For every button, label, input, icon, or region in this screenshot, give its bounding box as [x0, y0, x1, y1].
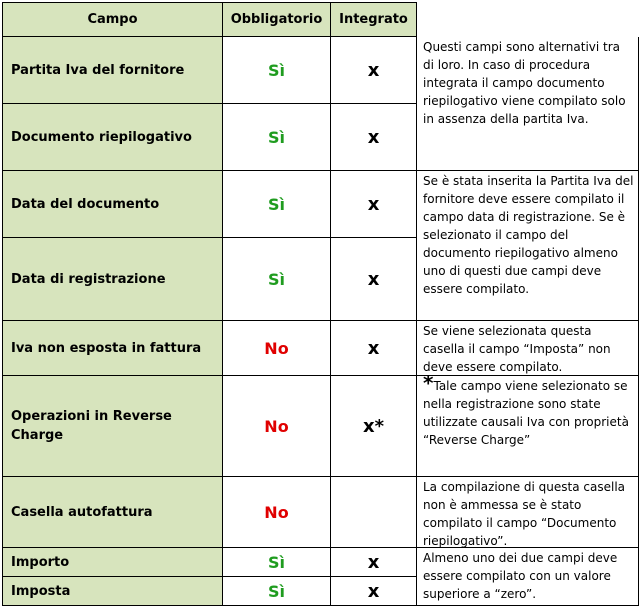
- note-importo-imposta: Almeno uno dei due campi deve essere compilato con un valore superiore a “zero”.: [417, 548, 639, 606]
- note-date: Se è stata inserita la Partita Iva del fornitore deve essere compilato il campo data di registrazione. Se è selezionato il campo del documento riepilogativo almeno uno di questi due campi deve essere compilato.: [417, 171, 639, 321]
- field-partita-iva: Partita Iva del fornitore: [2, 37, 223, 104]
- obbligatorio-iva-non-esposta: No: [223, 321, 331, 376]
- integrato-importo: x: [331, 548, 417, 577]
- obbligatorio-imposta: Sì: [223, 577, 331, 606]
- note-reverse-charge-text: Tale campo viene selezionato se nella registrazione sono state utilizzate causali Iva con proprietà “Reverse Charge”: [423, 379, 629, 447]
- note-autofattura: La compilazione di questa casella non è ammessa se è stato compilato il campo “Documento riepilogativo”.: [417, 477, 639, 548]
- integrato-iva-non-esposta: x: [331, 321, 417, 376]
- field-documento-riepilogativo: Documento riepilogativo: [2, 104, 223, 171]
- header-notes-blank: [417, 2, 639, 37]
- obbligatorio-data-documento: Sì: [223, 171, 331, 238]
- field-imposta: Imposta: [2, 577, 223, 606]
- obbligatorio-reverse-charge: No: [223, 376, 331, 477]
- integrato-casella-autofattura: [331, 477, 417, 548]
- integrato-data-registrazione: x: [331, 238, 417, 321]
- integrato-reverse-charge: x*: [331, 376, 417, 477]
- integrato-data-documento: x: [331, 171, 417, 238]
- obbligatorio-documento-riepilogativo: Sì: [223, 104, 331, 171]
- field-data-registrazione: Data di registrazione: [2, 238, 223, 321]
- integrato-partita-iva: x: [331, 37, 417, 104]
- integrato-imposta: x: [331, 577, 417, 606]
- integrato-documento-riepilogativo: x: [331, 104, 417, 171]
- obbligatorio-casella-autofattura: No: [223, 477, 331, 548]
- field-importo: Importo: [2, 548, 223, 577]
- header-campo: Campo: [2, 2, 223, 37]
- header-integrato: Integrato: [331, 2, 417, 37]
- note-reverse-charge: [417, 371, 639, 477]
- field-reverse-charge: Operazioni in Reverse Charge: [2, 376, 223, 477]
- asterisk-marker: *: [423, 371, 434, 395]
- note-partita-documento: Questi campi sono alternativi tra di loro. In caso di procedura integrata il campo documento riepilogativo viene compilato solo in assenza della partita Iva.: [417, 37, 639, 171]
- note-iva-non-esposta: Se viene selezionata questa casella il campo “Imposta” non deve essere compilato.: [417, 321, 639, 376]
- header-obbligatorio: Obbligatorio: [223, 2, 331, 37]
- field-casella-autofattura: Casella autofattura: [2, 477, 223, 548]
- fields-table: [2, 2, 639, 606]
- obbligatorio-importo: Sì: [223, 548, 331, 577]
- obbligatorio-data-registrazione: Sì: [223, 238, 331, 321]
- obbligatorio-partita-iva: Sì: [223, 37, 331, 104]
- field-iva-non-esposta: Iva non esposta in fattura: [2, 321, 223, 376]
- field-data-documento: Data del documento: [2, 171, 223, 238]
